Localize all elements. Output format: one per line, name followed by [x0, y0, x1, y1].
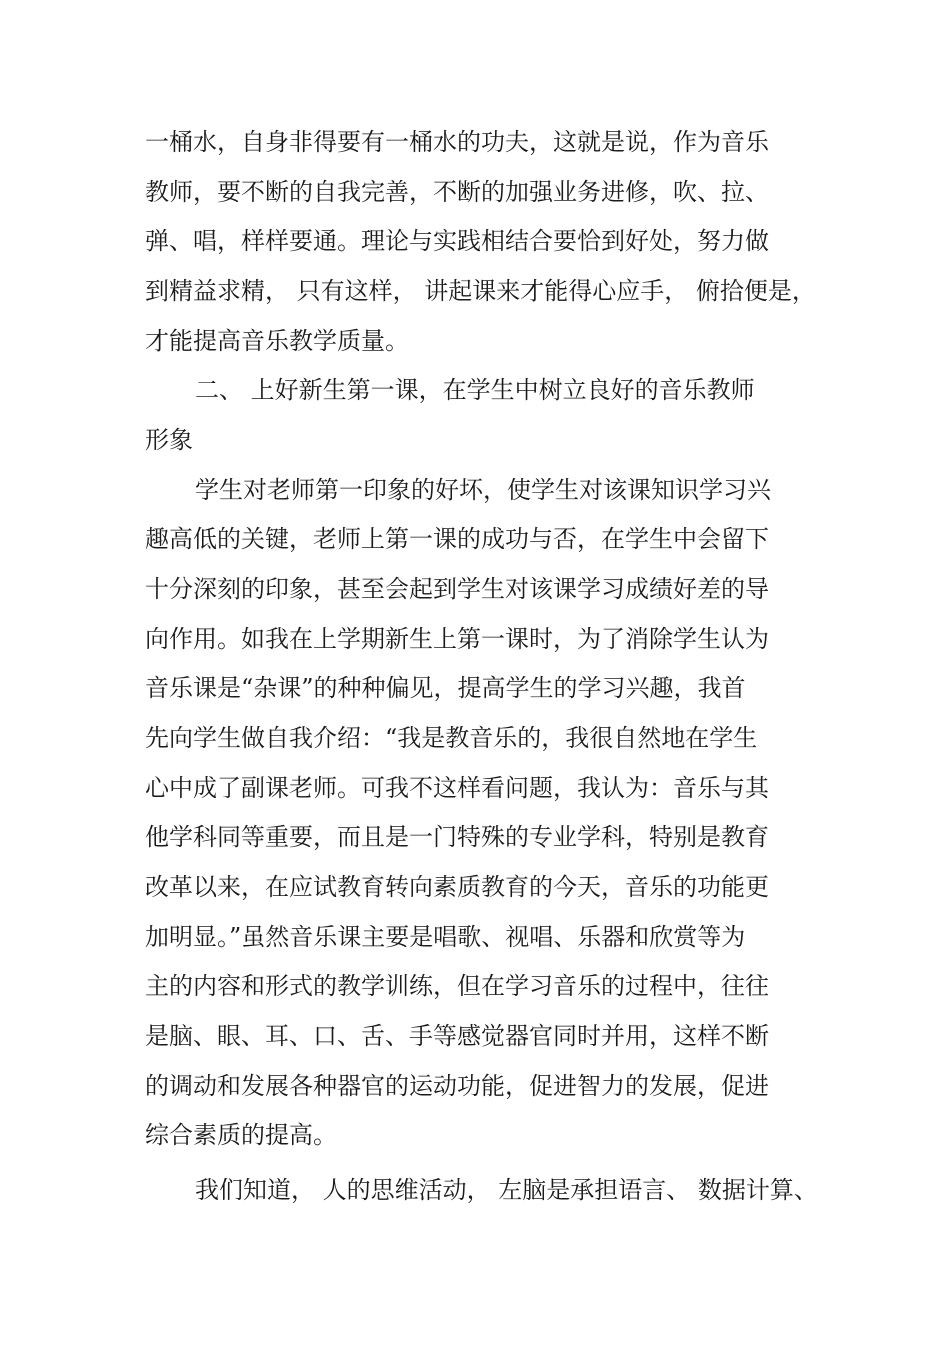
text-line: 综合素质的提高。: [145, 1121, 337, 1149]
text-line: 加明显。”虽然音乐课主要是唱歌、视唱、乐器和欣赏等为: [145, 923, 746, 951]
text-line: 我们知道， 人的思维活动， 左脑是承担语言、 数据计算、: [195, 1176, 818, 1204]
text-line: 是脑、眼、耳、口、舌、手等感觉器官同时并用，这样不断: [145, 1022, 769, 1050]
text-line: 主的内容和形式的教学训练，但在学习音乐的过程中，往往: [145, 972, 769, 1000]
text-line: 先向学生做自我介绍：“我是教音乐的，我很自然地在学生: [145, 724, 758, 752]
text-line: 的调动和发展各种器官的运动功能，促进智力的发展，促进: [145, 1072, 769, 1100]
text-line: 改革以来，在应试教育转向素质教育的今天，音乐的功能更: [145, 873, 769, 901]
text-line: 音乐课是“杂课”的种种偏见，提高学生的学习兴趣，我首: [145, 674, 746, 702]
text-line: 一桶水，自身非得要有一桶水的功夫，这就是说，作为音乐: [145, 128, 769, 156]
text-line: 趣高低的关键，老师上第一课的成功与否，在学生中会留下: [145, 525, 769, 553]
section-heading-line: 形象: [145, 426, 193, 454]
section-heading-line: 二、 上好新生第一课，在学生中树立良好的音乐教师: [195, 376, 755, 404]
text-line: 十分深刻的印象，甚至会起到学生对该课学习成绩好差的导: [145, 575, 769, 603]
text-line: 学生对老师第一印象的好坏，使学生对该课知识学习兴: [195, 476, 771, 504]
text-line: 到精益求精， 只有这样， 讲起课来才能得心应手， 俯拾便是，: [145, 277, 816, 305]
text-line: 心中成了副课老师。可我不这样看问题，我认为：音乐与其: [145, 774, 769, 802]
text-line: 他学科同等重要，而且是一门特殊的专业学科，特别是教育: [145, 823, 769, 851]
text-line: 向作用。如我在上学期新生上第一课时，为了消除学生认为: [145, 625, 769, 653]
text-line: 才能提高音乐教学质量。: [145, 327, 409, 355]
text-line: 弹、唱，样样要通。理论与实践相结合要恰到好处，努力做: [145, 227, 769, 255]
text-line: 教师，要不断的自我完善，不断的加强业务进修，吹、拉、: [145, 178, 769, 206]
